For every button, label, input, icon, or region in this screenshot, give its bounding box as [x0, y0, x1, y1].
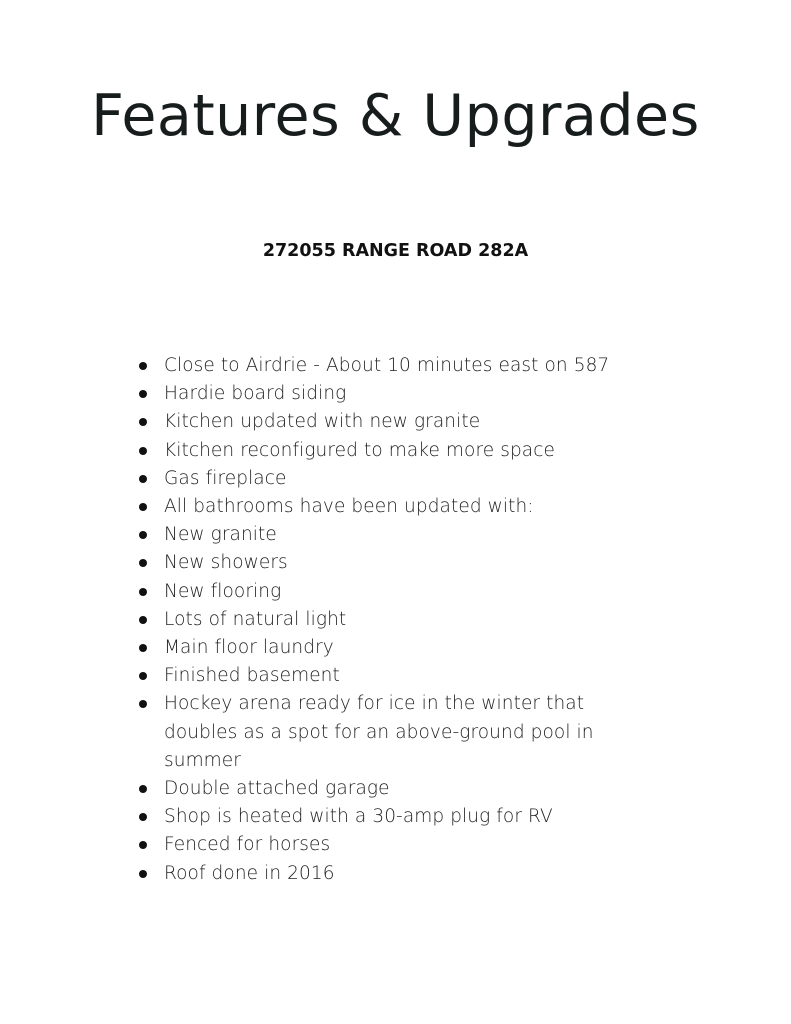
list-item [136, 352, 656, 380]
bullet-icon [139, 531, 147, 539]
bullet-icon [139, 475, 147, 483]
bullet-icon [139, 447, 147, 455]
bullet-icon [139, 672, 147, 680]
list-item [136, 408, 656, 436]
property-address: 272055 RANGE ROAD 282A [262, 241, 529, 261]
list-item [136, 578, 656, 606]
bullet-icon [139, 841, 147, 849]
list-item [136, 803, 656, 831]
feature-text: Lots of natural light [164, 608, 347, 630]
feature-text: Hardie board siding [164, 383, 347, 405]
bullet-icon [139, 559, 147, 567]
bullet-icon [139, 644, 147, 652]
list-item [136, 465, 656, 493]
list-item [136, 521, 656, 549]
feature-text: Hockey arena ready for ice in the winter that doubles as a spot for an above-ground pool in summer [164, 693, 594, 771]
bullet-icon [139, 503, 147, 511]
feature-text: New granite [164, 524, 277, 546]
feature-text: Shop is heated with a 30-amp plug for RV [164, 806, 553, 828]
feature-text: Finished basement [164, 665, 340, 687]
feature-text: Kitchen updated with new granite [164, 411, 481, 433]
list-item [136, 831, 656, 859]
bullet-icon [139, 418, 147, 426]
feature-list [136, 352, 656, 888]
bullet-icon [139, 588, 147, 596]
feature-text: All bathrooms have been updated with: [164, 496, 534, 518]
bullet-icon [139, 785, 147, 793]
bullet-icon [139, 390, 147, 398]
list-item [136, 380, 656, 408]
feature-text: Roof done in 2016 [164, 862, 335, 884]
bullet-icon [139, 700, 147, 708]
feature-text: New flooring [164, 580, 282, 602]
list-item [136, 662, 656, 690]
list-item [136, 549, 656, 577]
bullet-icon [139, 870, 147, 878]
list-item [136, 606, 656, 634]
feature-text: Kitchen reconfigured to make more space [164, 439, 555, 461]
list-item [136, 860, 656, 888]
feature-text: New showers [164, 552, 288, 574]
bullet-icon [139, 362, 147, 370]
feature-text: Double attached garage [164, 778, 390, 800]
list-item [136, 493, 656, 521]
feature-text: Main floor laundry [164, 637, 334, 659]
feature-text: Gas fireplace [164, 467, 287, 489]
feature-text: Fenced for horses [164, 834, 331, 856]
list-item [136, 437, 656, 465]
list-item [136, 690, 656, 775]
page-title: Features & Upgrades [91, 83, 700, 149]
bullet-icon [139, 616, 147, 624]
bullet-icon [139, 813, 147, 821]
feature-text: Close to Airdrie - About 10 minutes east on 587 [164, 355, 610, 376]
list-item [136, 634, 656, 662]
list-item [136, 775, 656, 803]
